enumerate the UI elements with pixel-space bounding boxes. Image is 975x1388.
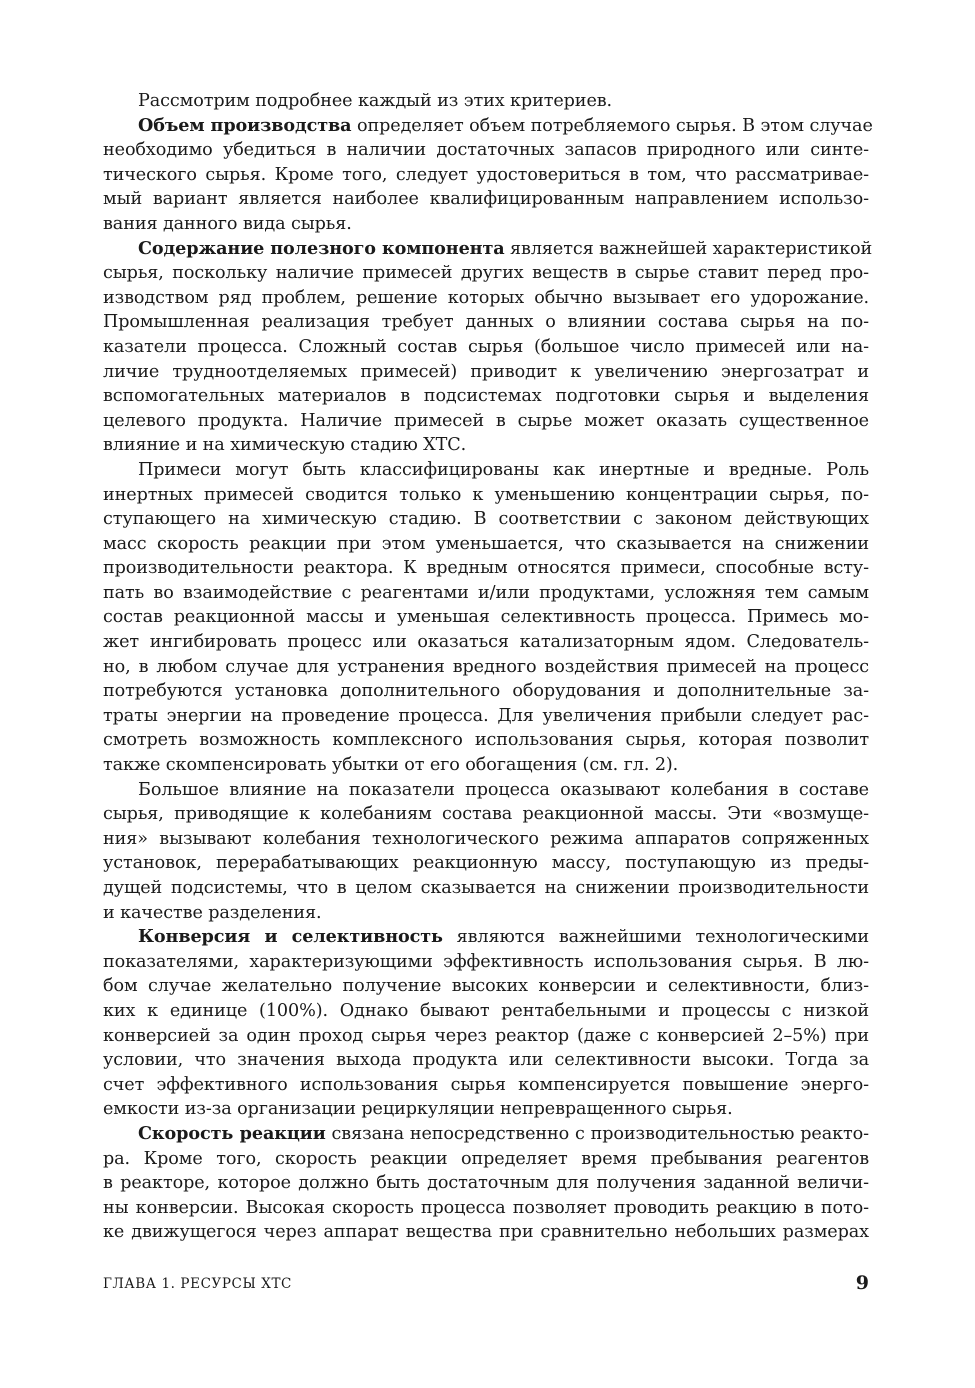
text-line: целевого продукта. Наличие примесей в сырье может оказать существенное <box>103 410 869 431</box>
lead-rest: связана непосредственно с производительностью реакто- <box>325 1123 870 1144</box>
text-line: смотреть возможность комплексного использования сырья, которая позволит <box>103 730 869 751</box>
page-number: 9 <box>855 1272 869 1294</box>
text-line: вспомогательных материалов в подсистемах подготовки сырья и выделения <box>103 386 869 407</box>
text-line: мый вариант является наиболее квалифицированным направлением использо- <box>103 189 869 210</box>
text-line: и качестве разделения. <box>103 902 322 923</box>
text-line: тического сырья. Кроме того, следует удостовериться в том, что рассматривае- <box>103 164 869 185</box>
text-line: установок, перерабатывающих реакционную массу, поступающую из преды- <box>103 853 869 874</box>
text-line: показателями, характеризующими эффективность использования сырья. В лю- <box>103 951 869 972</box>
term-volume: Объем производства <box>138 114 352 136</box>
text-line: Большое влияние на показатели процесса оказывают колебания в составе <box>138 779 869 800</box>
lead-rest: определяет объем потребляемого сырья. В этом случае <box>351 115 873 136</box>
text-line: счет эффективного использования сырья компенсируется повышение энерго- <box>103 1074 869 1095</box>
text-line: жет ингибировать процесс или оказаться катализаторным ядом. Следователь- <box>103 632 869 653</box>
text-line: потребуются установка дополнительного оборудования и дополнительные за- <box>103 681 869 702</box>
text-line: в реакторе, которое должно быть достаточным для получения заданной величи- <box>103 1173 869 1194</box>
term-content: Содержание полезного компонента <box>138 237 505 259</box>
text-line: но, в любом случае для устранения вредного воздействия примесей на процесс <box>103 656 869 677</box>
text-line: личие трудноотделяемых примесей) приводит к увеличению энергозатрат и <box>103 361 869 382</box>
text-line-lead <box>103 1122 869 1147</box>
text-line: ния» вызывают колебания технологического режима аппаратов сопряженных <box>103 828 869 849</box>
text-line: сырья, приводящие к колебаниям состава реакционной массы. Эти «возмуще- <box>103 804 869 825</box>
lead-rest: являются важнейшими технологическими <box>442 927 870 948</box>
text-line: бом случае желательно получение высоких конверсии и селективности, близ- <box>103 976 869 997</box>
text-line-lead <box>103 114 873 139</box>
text-line: казатели процесса. Сложный состав сырья (большое число примесей или на- <box>103 336 869 357</box>
text-line-lead <box>103 925 869 950</box>
text-line: траты энергии на проведение процесса. Для увеличения прибыли следует рас- <box>103 705 869 726</box>
term-conversion: Конверсия и селективность <box>138 926 443 948</box>
text-line: емкости из-за организации рециркуляции непревращенного сырья. <box>103 1099 733 1120</box>
text-line: изводством ряд проблем, решение которых обычно вызывает его удорожание. <box>103 287 869 308</box>
text-line: конверсией за один проход сырья через реактор (даже с конверсией 2–5%) при <box>103 1025 869 1046</box>
text-line: производительности реактора. К вредным относятся примеси, способные всту- <box>103 558 869 579</box>
text-line: Примеси могут быть классифицированы как инертные и вредные. Роль <box>138 459 869 480</box>
text-line: необходимо убедиться в наличии достаточных запасов природного или синте- <box>103 140 869 161</box>
text-line-lead <box>103 237 873 262</box>
text-line: дущей подсистемы, что в целом сказывается на снижении производительности <box>103 878 869 898</box>
text-line: масс скорость реакции при этом уменьшается, что сказывается на снижении <box>103 533 869 554</box>
text-line: состав реакционной массы и уменьшая селективность процесса. Примесь мо- <box>103 607 869 628</box>
text-line: ны конверсии. Высокая скорость процесса позволяет проводить реакцию в пото- <box>103 1197 869 1218</box>
text-line: Промышленная реализация требует данных о влиянии состава сырья на по- <box>103 312 869 333</box>
text-line: вания данного вида сырья. <box>103 213 352 234</box>
text-line: ких к единице (100%). Однако бывают рентабельными и процессы с низкой <box>103 1000 869 1021</box>
text-line: условии, что значения выхода продукта или селективности высоки. Тогда за <box>103 1050 869 1071</box>
text-line: Рассмотрим подробнее каждый из этих критериев. <box>138 91 613 111</box>
text-line: ра. Кроме того, скорость реакции определяет время пребывания реагентов <box>103 1148 869 1169</box>
page-body <box>103 89 873 1245</box>
text-line: также скомпенсировать убытки от его обогащения (см. гл. 2). <box>103 755 679 776</box>
text-line: пать во взаимодействие с реагентами и/или продуктами, усложняя тем самым <box>103 582 869 603</box>
text-line: ке движущегося через аппарат вещества при сравнительно небольших размерах <box>103 1222 869 1243</box>
text-line: сырья, поскольку наличие примесей других веществ в сырье ставит перед про- <box>103 263 869 284</box>
text-line: инертных примесей сводится только к уменьшению концентрации сырья, по- <box>103 484 869 505</box>
text-line: влияние и на химическую стадию ХТС. <box>103 435 467 456</box>
running-head: ГЛАВА 1. РЕСУРСЫ ХТС <box>103 1276 292 1292</box>
lead-rest: является важнейшей характеристикой <box>504 238 873 259</box>
term-rate: Скорость реакции <box>138 1122 326 1144</box>
text-line: ступающего на химическую стадию. В соответствии с законом действующих <box>103 509 869 530</box>
